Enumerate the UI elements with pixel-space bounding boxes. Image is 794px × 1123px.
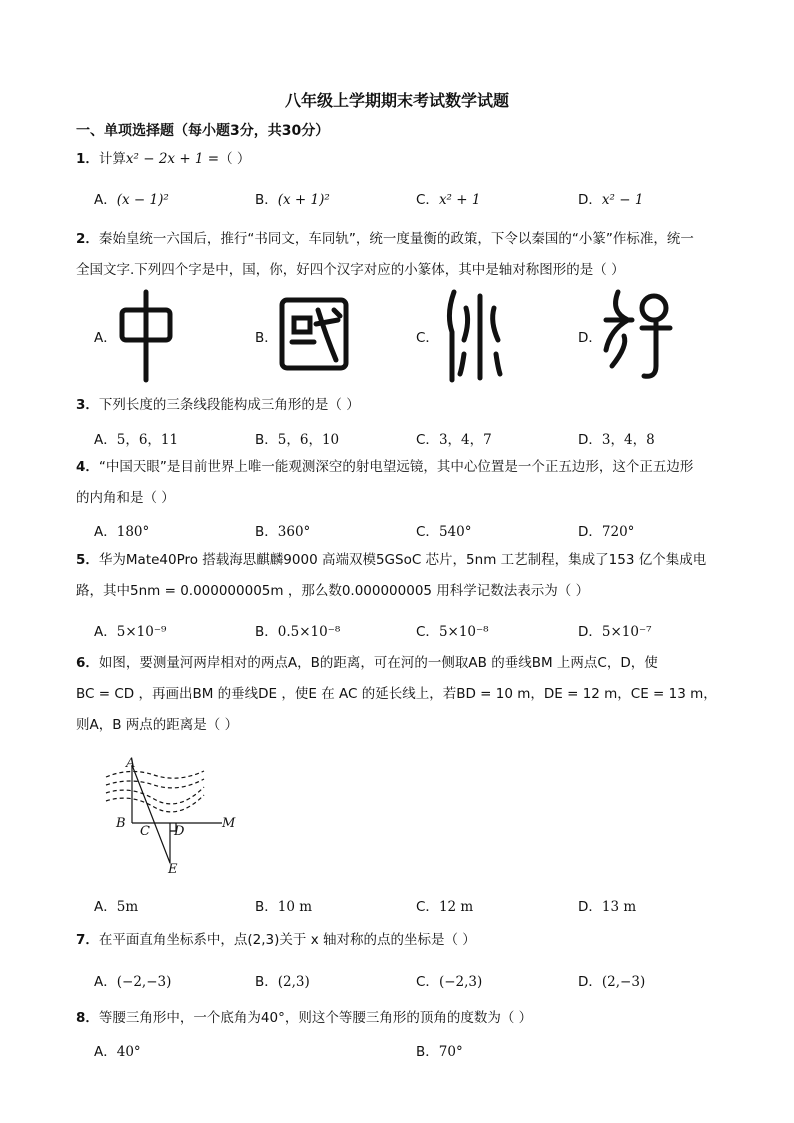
option-b[interactable]: B．(x + 1)²: [255, 192, 330, 208]
option-d[interactable]: D．x² − 1: [578, 192, 644, 208]
option-d[interactable]: D．720°: [578, 524, 635, 540]
question-number: 7．: [76, 932, 99, 948]
option-c[interactable]: C．(−2,3): [416, 974, 483, 990]
option-c[interactable]: C．x² + 1: [416, 192, 481, 208]
question-text-line1: 如图，要测量河两岸相对的两点A，B的距离，可在河的一侧取AB 的垂线BM 上两点C，D，使: [98, 655, 658, 671]
option-b[interactable]: B．10 m: [255, 899, 313, 915]
option-b[interactable]: B．0.5×10⁻⁸: [255, 624, 341, 640]
question-number: 8．: [76, 1010, 99, 1026]
option-a[interactable]: A．5m: [94, 899, 139, 915]
question-text: 下列长度的三条线段能构成三角形的是（ ）: [98, 397, 360, 413]
question-2: [76, 224, 746, 286]
option-c[interactable]: C．5×10⁻⁸: [416, 624, 489, 640]
label-m: M: [222, 816, 236, 831]
option-a[interactable]: A．5，6，11: [94, 432, 179, 448]
label-c: C: [140, 824, 150, 839]
question-expression: x² − 2x + 1 =: [125, 151, 220, 167]
seal-glyph-ni: [440, 288, 504, 384]
question-text-line1: 秦始皇统一六国后，推行“书同文，车同轨”，统一度量衡的政策，下令以秦国的“小篆”作标准，统一: [98, 231, 694, 247]
options-q3: [0, 428, 794, 452]
question-text-line2: 的内角和是（ ）: [76, 490, 175, 506]
river-figure: [100, 755, 250, 875]
option-b[interactable]: B．(2,3): [255, 974, 310, 990]
option-c[interactable]: C．12 m: [416, 899, 474, 915]
option-d[interactable]: D．(2,−3): [578, 974, 646, 990]
option-d[interactable]: D．: [578, 330, 602, 346]
option-a[interactable]: A．40°: [94, 1044, 141, 1060]
option-a[interactable]: A．: [94, 330, 117, 346]
question-1: [76, 144, 746, 175]
question-7: [76, 925, 746, 956]
question-number: 5．: [76, 552, 99, 568]
option-a[interactable]: A．5×10⁻⁹: [94, 624, 167, 640]
seal-glyph-hao: [602, 286, 674, 384]
option-b[interactable]: B．5，6，10: [255, 432, 340, 448]
option-c[interactable]: C．540°: [416, 524, 472, 540]
question-5: [76, 545, 746, 607]
options-q5: [0, 620, 794, 644]
question-4: [76, 452, 746, 514]
question-3: [76, 390, 746, 421]
options-q1: [0, 188, 794, 212]
question-number: 2．: [76, 231, 99, 247]
section-heading: 一、单项选择题（每小题3分，共30分）: [76, 123, 330, 139]
option-a[interactable]: A．(x − 1)²: [94, 192, 169, 208]
question-8: [76, 1003, 746, 1034]
question-text-line3: 则A，B 两点的距离是（ ）: [76, 717, 239, 733]
question-number: 6．: [76, 655, 99, 671]
options-q6: [0, 895, 794, 919]
question-text-line1: “中国天眼”是目前世界上唯一能观测深空的射电望远镜，其中心位置是一个正五边形，这个正五边形: [98, 459, 694, 475]
answer-bracket: （ ）: [219, 151, 251, 167]
options-q7: [0, 970, 794, 994]
option-c[interactable]: C．: [416, 330, 439, 346]
option-a[interactable]: A．180°: [94, 524, 150, 540]
options-q8: [0, 1040, 794, 1064]
option-c[interactable]: C．3，4，7: [416, 432, 492, 448]
seal-glyph-guo: [278, 296, 350, 372]
label-b: B: [116, 816, 126, 831]
option-d[interactable]: D．13 m: [578, 899, 637, 915]
question-text-line1: 华为Mate40Pro 搭载海思麒麟9000 高端双模5GSoC 芯片，5nm 工艺制程，集成了153 亿个集成电: [98, 552, 707, 568]
option-a[interactable]: A．(−2,−3): [94, 974, 172, 990]
label-e: E: [168, 862, 178, 875]
question-6: [76, 648, 746, 741]
options-q4: [0, 520, 794, 544]
question-text-line2: 全国文字.下列四个字是中，国，你，好四个汉字对应的小篆体，其中是轴对称图形的是（ ）: [76, 262, 625, 278]
question-text: 在平面直角坐标系中，点(2,3)关于 x 轴对称的点的坐标是（ ）: [98, 932, 476, 948]
question-text: 计算: [98, 151, 126, 167]
question-text-line2: 路，其中5nm = 0.000000005m ，那么数0.000000005 用科学记数法表示为（ ）: [76, 583, 590, 599]
seal-glyph-zhong: [118, 288, 174, 384]
option-b[interactable]: B．360°: [255, 524, 311, 540]
question-number: 1．: [76, 151, 99, 167]
question-text: 等腰三角形中，一个底角为40°，则这个等腰三角形的顶角的度数为（ ）: [98, 1010, 533, 1026]
question-text-line2: BC = CD ，再画出BM 的垂线DE ，使E 在 AC 的延长线上，若BD = 10 m，DE = 12 m，CE = 13 m，: [76, 686, 717, 702]
question-number: 4．: [76, 459, 99, 475]
question-number: 3．: [76, 397, 99, 413]
page-title: 八年级上学期期末考试数学试题: [284, 91, 509, 110]
label-a: A: [126, 756, 136, 771]
option-d[interactable]: D．5×10⁻⁷: [578, 624, 652, 640]
option-b[interactable]: B．: [255, 330, 278, 346]
label-d: D: [174, 824, 185, 839]
option-d[interactable]: D．3，4，8: [578, 432, 655, 448]
option-b[interactable]: B．70°: [416, 1044, 463, 1060]
